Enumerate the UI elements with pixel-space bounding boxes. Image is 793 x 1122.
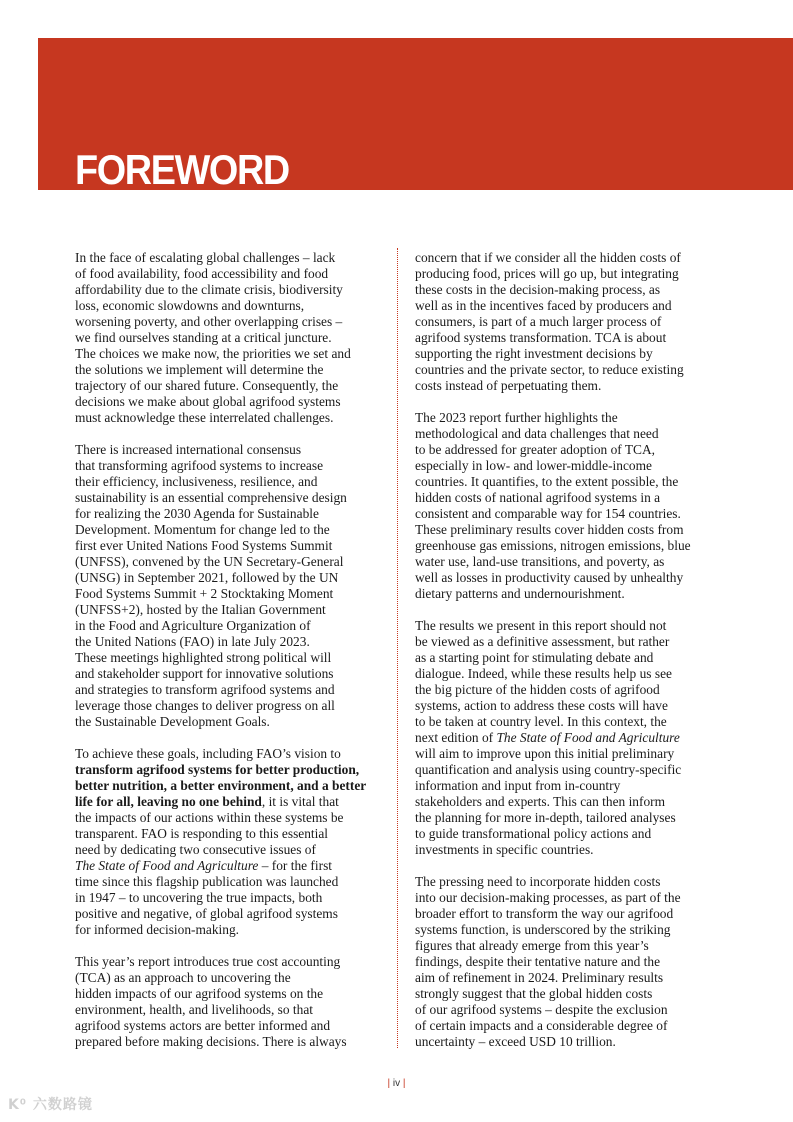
paragraph-text: , it is vital that the impacts of our actions within these systems be transparent. FAO is responding to this essential need by dedicating two consecutive issues of [75,794,344,857]
paragraph: concern that if we consider all the hidden costs of producing food, prices will go up, but integrating these costs in the decision-making process, as well as in the incentives faced by producers and consumers, is part of a much larger process of agrifood systems transformation. TCA is about supporting the right investment decisions by countries and the private sector, to reduce existing costs instead of perpetuating them. [415,250,684,393]
right-column [415,250,720,1066]
paragraph-text: will aim to improve upon this initial preliminary quantification and analysis using country-specific information and input from in-country stakeholders and experts. This can then inform the planning for more in-depth, tailored analyses to guide transformational policy actions and investments in specific countries. [415,746,682,857]
paragraph: This year’s report introduces true cost accounting (TCA) as an approach to uncovering the hidden impacts of our agrifood systems on the environment, health, and livelihoods, so that agrifood systems actors are better informed and prepared before making decisions. There is always [75,954,347,1049]
paragraph: There is increased international consensus that transforming agrifood systems to increase their efficiency, inclusiveness, resilience, and sustainability is an essential comprehensive design for realizing the 2030 Agenda for Sustainable Development. Momentum for change led to the first ever United Nations Food Systems Summit (UNFSS), convened by the UN Secretary-General (UNSG) in September 2021, followed by the UN Food Systems Summit + 2 Stocktaking Moment (UNFSS+2), hosted by the Italian Government in the Food and Agriculture Organization of the United Nations (FAO) in late July 2023. These meetings highlighted strong political will and stakeholder support for innovative solutions and strategies to transform agrifood systems and leverage those changes to deliver progress on all the Sustainable Development Goals. [75,442,347,729]
paragraph: The pressing need to incorporate hidden costs into our decision-making processes, as part of the broader effort to transform the way our agrifood systems function, is underscored by the striking figures that already emerge from this year’s findings, despite their tentative nature and the aim of refinement in 2024. Preliminary results strongly suggest that the global hidden costs of our agrifood systems – despite the exclusion of certain impacts and a considerable degree of uncertainty – exceed USD 10 trillion. [415,874,681,1049]
paragraph [75,746,380,938]
publication-title: The State of Food and Agriculture [496,730,680,745]
watermark: K⁰ 六数路镜 [8,1097,93,1113]
paragraph: The 2023 report further highlights the methodological and data challenges that need to be addressed for greater adoption of TCA, especially in low- and lower-middle-income countries. It quantifies, to the extent possible, the hidden costs of national agrifood systems in a consistent and comparable way for 154 countries. These preliminary results cover hidden costs from greenhouse gas emissions, nitrogen emissions, blue water use, land-use transitions, and poverty, as well as losses in productivity caused by unhealthy dietary patterns and undernourishment. [415,410,691,601]
paragraph [415,618,720,858]
column-divider [397,248,398,1048]
paragraph-text: – for the first time since this flagship publication was launched in 1947 – to uncovering the true impacts, both positive and negative, of global agrifood systems for informed decision-making. [75,858,339,937]
page-title: FOREWORD [75,146,289,193]
page-number [0,1078,793,1089]
vision-emphasis: transform agrifood systems for better production, better nutrition, a better environment, and a better life for all, leaving no one behind [75,762,367,809]
paragraph: In the face of escalating global challenges – lack of food availability, food accessibility and food affordability due to the climate crisis, biodiversity loss, economic slowdowns and downturns, worsening poverty, and other overlapping crises – we find ourselves standing at a critical juncture. The choices we make now, the priorities we set and the solutions we implement will determine the trajectory of our shared future. Consequently, the decisions we make about global agrifood systems must acknowledge these interrelated challenges. [75,250,351,425]
page-number-bar: | [387,1078,391,1089]
page-number-value: iv [392,1078,401,1089]
page-number-bar: | [402,1078,406,1089]
paragraph-text: The results we present in this report should not be viewed as a definitive assessment, but rather as a starting point for stimulating debate and dialogue. Indeed, while these results help us see the big picture of the hidden costs of agrifood systems, action to address these costs will have to be taken at country level. In this context, the next edition of [415,618,672,745]
left-column [75,250,380,1066]
paragraph-text: To achieve these goals, including FAO’s vision to [75,746,341,761]
publication-title: The State of Food and Agriculture [75,858,259,873]
